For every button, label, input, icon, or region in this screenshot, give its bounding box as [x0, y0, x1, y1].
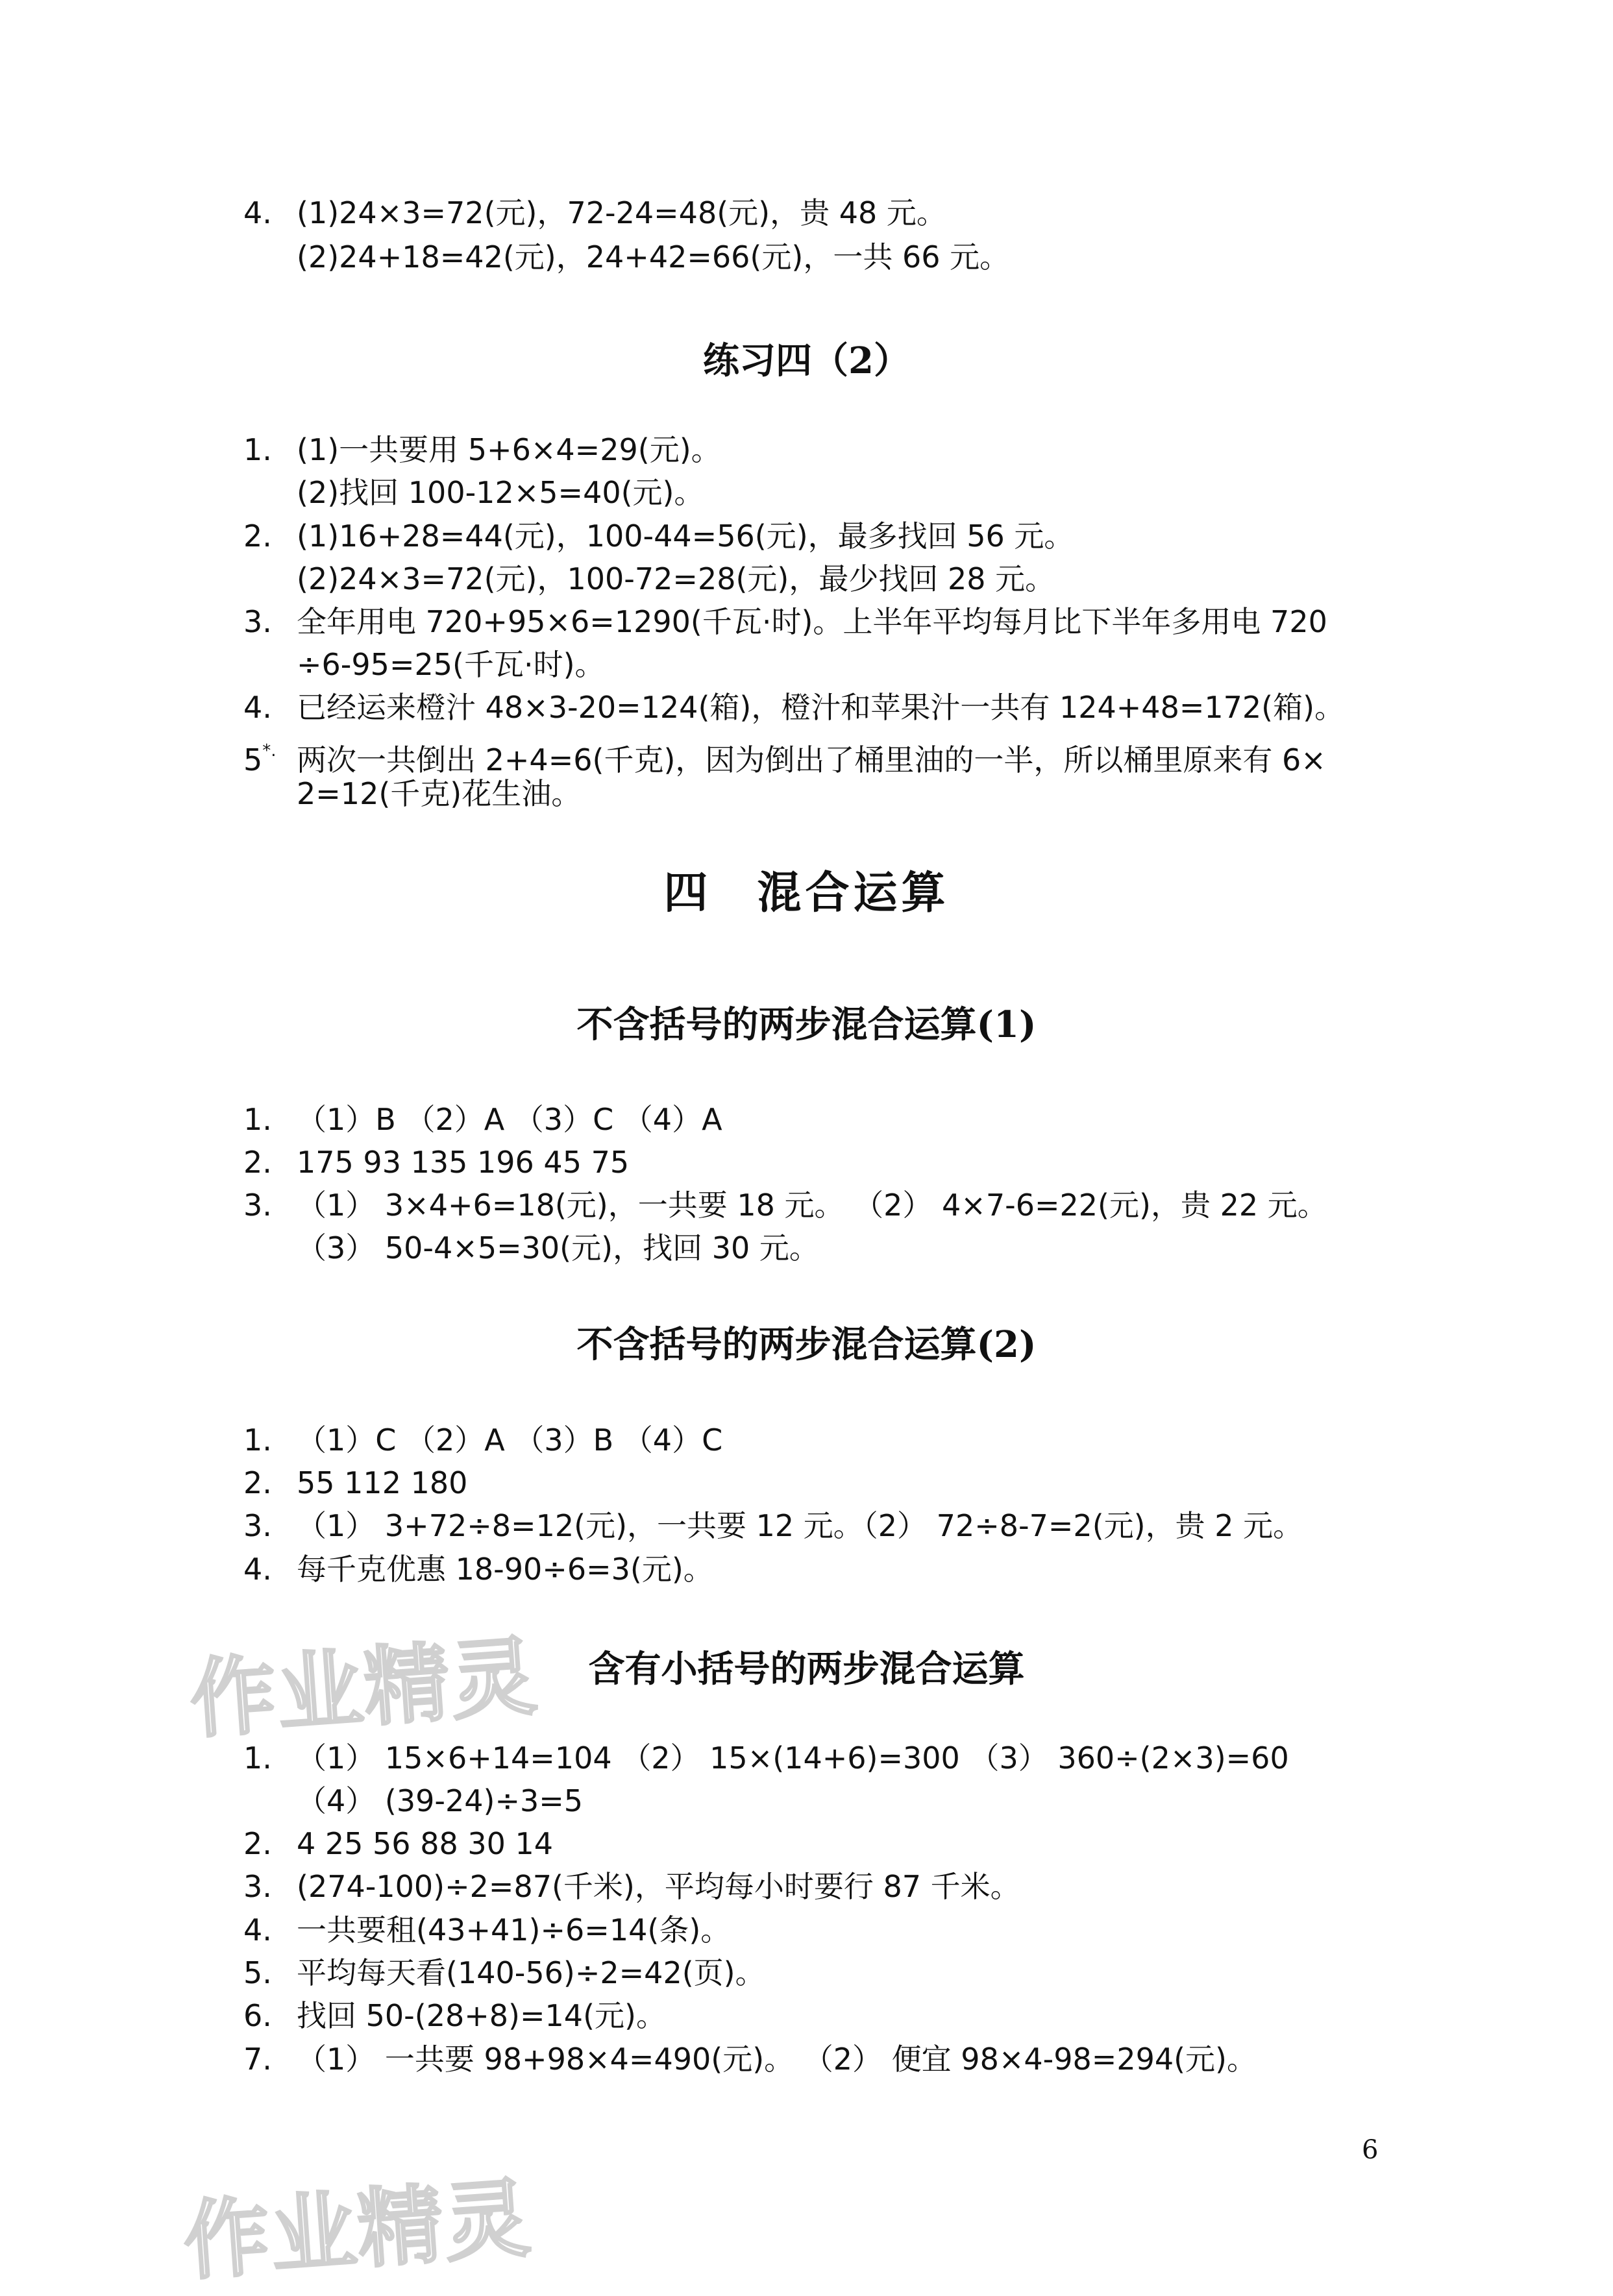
item-number-digit: 5 [243, 742, 263, 777]
answer-text: (1)16+28=44(元)，100-44=56(元)，最多找回 56 元。 [297, 519, 1074, 554]
chapter-name: 混合运算 [757, 868, 950, 919]
answer-line [243, 515, 1074, 557]
answer-line: 2=12(千克)花生油。 [297, 776, 582, 811]
page-number: 6 [1362, 2135, 1379, 2165]
answer-line [243, 428, 721, 471]
answer-line [243, 1098, 722, 1141]
item-number: 2. [243, 1145, 272, 1180]
answer-text: 4 25 56 88 30 14 [297, 1826, 554, 1861]
answer-line [243, 600, 1327, 643]
answer-line [243, 1548, 713, 1591]
item-number: 4. [243, 1912, 272, 1948]
section-title: 不含括号的两步混合运算(1) [576, 1003, 1037, 1046]
answer-text: （1）C （2）A （3）B （4）C [297, 1423, 723, 1458]
answer-text: 一共要租(43+41)÷6=14(条)。 [297, 1912, 731, 1948]
item-number: 4. [243, 690, 272, 725]
answer-line: (2)找回 100-12×5=40(元)。 [297, 475, 704, 510]
answer-line [243, 1184, 1327, 1227]
item-number [243, 729, 297, 781]
item-number: 3. [243, 1869, 272, 1904]
answer-text: （1）B （2）A （3）C （4）A [297, 1102, 722, 1137]
answer-line: (2)24+18=42(元)，24+42=66(元)，一共 66 元。 [297, 239, 1010, 275]
answer-line: （3） 50-4×5=30(元)，找回 30 元。 [297, 1230, 819, 1265]
chapter-title [0, 858, 1613, 921]
answer-line: （4） (39-24)÷3=5 [297, 1783, 584, 1818]
optional-star-mark: *. [262, 741, 277, 761]
answer-text: （1） 3+72÷8=12(元)，一共要 12 元。（2） 72÷8-7=2(元)，贵 2 元。 [297, 1508, 1303, 1543]
answer-text: 每千克优惠 18-90÷6=3(元)。 [297, 1552, 713, 1587]
answer-text: 175 93 135 196 45 75 [297, 1145, 630, 1180]
answer-line: (2)24×3=72(元)，100-72=28(元)，最少找回 28 元。 [297, 561, 1055, 596]
answer-text: (1)24×3=72(元)，72-24=48(元)，贵 48 元。 [297, 195, 946, 230]
answer-line [243, 1822, 553, 1865]
item-number: 2. [243, 519, 272, 554]
section-title: 不含括号的两步混合运算(2) [576, 1323, 1037, 1366]
item-number: 1. [243, 1423, 272, 1458]
answer-line [243, 686, 1344, 729]
item-number: 7. [243, 2042, 272, 2077]
answer-text: 平均每天看(140-56)÷2=42(页)。 [297, 1955, 765, 1990]
answer-text: 55 112 180 [297, 1465, 468, 1500]
answer-line [243, 1461, 467, 1504]
answer-text: 两次一共倒出 2+4=6(千克)，因为倒出了桶里油的一半，所以桶里原来有 6× [297, 742, 1326, 777]
watermark-logo: 作业精灵 [187, 1626, 541, 1751]
item-number: 6. [243, 1998, 272, 2033]
item-number: 1. [243, 1740, 272, 1776]
answer-line [243, 1419, 722, 1461]
answer-text: （1） 一共要 98+98×4=490(元)。 （2） 便宜 98×4-98=294(元)。 [297, 2042, 1257, 2077]
item-number: 2. [243, 1826, 272, 1861]
answer-line [243, 1909, 730, 1951]
item-number: 3. [243, 1188, 272, 1223]
item-number: 3. [243, 1508, 272, 1543]
answer-text: (1)一共要用 5+6×4=29(元)。 [297, 432, 721, 467]
answer-line [243, 1737, 1289, 1779]
answer-line [243, 191, 946, 234]
section-title: 含有小括号的两步混合运算 [588, 1648, 1025, 1691]
answer-text: （1） 15×6+14=104 （2） 15×(14+6)=300 （3） 360÷(2×3)=60 [297, 1740, 1289, 1776]
item-number: 2. [243, 1465, 272, 1500]
section-title: 练习四（2） [703, 339, 910, 382]
answer-line [243, 1504, 1303, 1547]
item-number: 1. [243, 432, 272, 467]
answer-text: 全年用电 720+95×6=1290(千瓦·时)。上半年平均每月比下半年多用电 720 [297, 604, 1327, 639]
answer-line [243, 1141, 629, 1184]
answer-line [243, 2038, 1257, 2081]
answer-text: 已经运来橙汁 48×3-20=124(箱)，橙汁和苹果汁一共有 124+48=172(箱)。 [297, 690, 1345, 725]
item-number: 4. [243, 1552, 272, 1587]
answer-text: （1） 3×4+6=18(元)，一共要 18 元。 （2） 4×7-6=22(元)，贵 22 元。 [297, 1188, 1327, 1223]
item-number: 4. [243, 195, 272, 230]
watermark-logo: 作业精灵 [180, 2168, 535, 2293]
answer-line [243, 1951, 765, 1994]
item-number: 1. [243, 1102, 272, 1137]
answer-line [243, 1994, 666, 2037]
chapter-number: 四 [663, 868, 712, 919]
answer-text: (274-100)÷2=87(千米)，平均每小时要行 87 千米。 [297, 1869, 1020, 1904]
item-number: 5. [243, 1955, 272, 1990]
answer-line: ÷6-95=25(千瓦·时)。 [297, 647, 605, 682]
answer-line [243, 1865, 1020, 1908]
answer-text: 找回 50-(28+8)=14(元)。 [297, 1998, 666, 2033]
item-number: 3. [243, 604, 272, 639]
